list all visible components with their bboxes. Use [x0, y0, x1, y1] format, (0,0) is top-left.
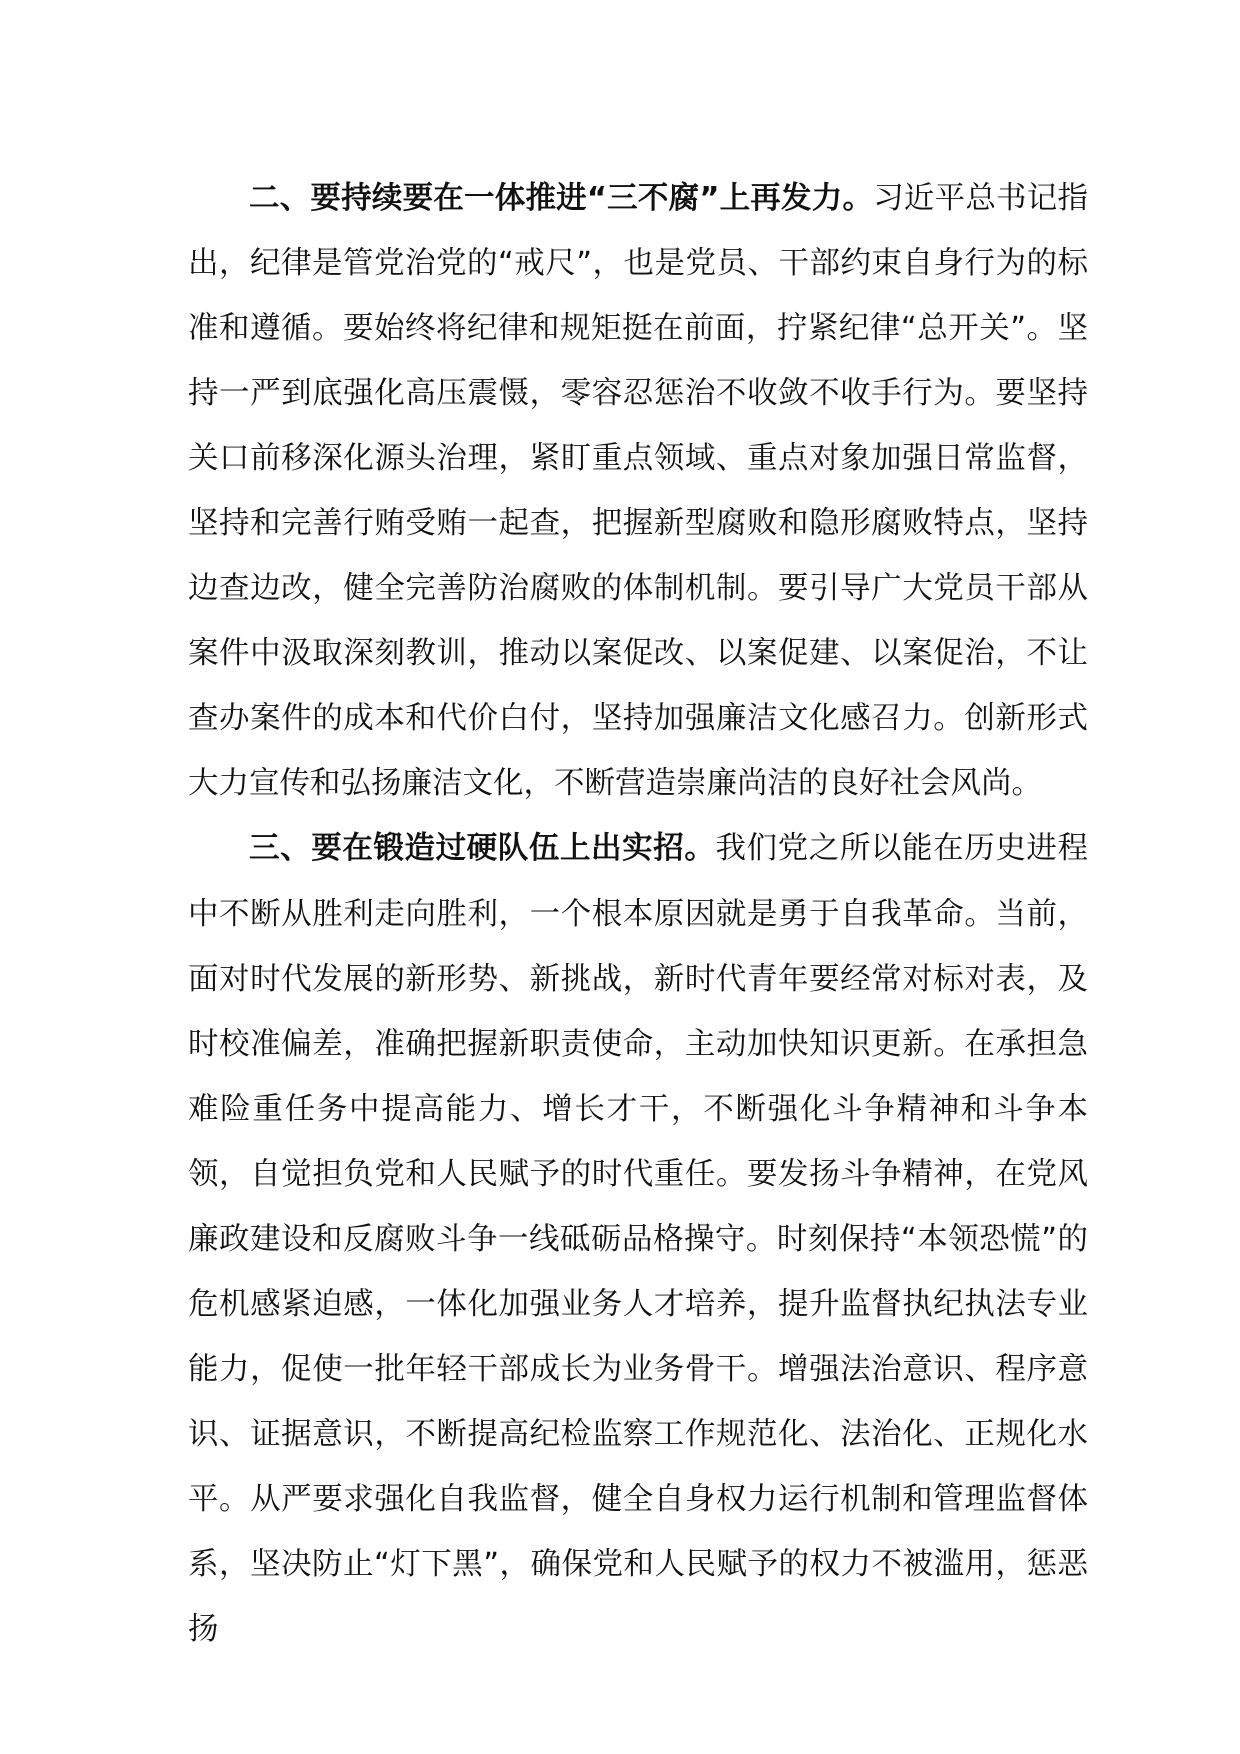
paragraph-3-body: 我们党之所以能在历史进程中不断从胜利走向胜利，一个根本原因就是勇于自我革命。当前，面对时代发展的新形势、新挑战，新时代青年要经常对标对表，及时校准偏差，准确把握新职责使命，主动加快知识更新。在承担急难险重任务中提高能力、增长才干，不断强化斗争精神和斗争本领，自觉担负党和人民赋予的时代重任。要发扬斗争精神，在党风廉政建设和反腐败斗争一线砥砺品格操守。时刻保持“本领恐慌”的危机感紧迫感，一体化加强业务人才培养，提升监督执纪执法专业能力，促使一批年轻干部成长为业务骨干。增强法治意识、程序意识、证据意识，不断提高纪检监察工作规范化、法治化、正规化水平。从严要求强化自我监督，健全自身权力运行机制和管理监督体系，坚决防止“灯下黑”，确保党和人民赋予的权力不被滥用，惩恶扬	[188, 831, 1089, 1648]
paragraph-2-body: 习近平总书记指出，纪律是管党治党的“戒尺”，也是党员、干部约束自身行为的标准和遵循。要始终将纪律和规矩挺在前面，拧紧纪律“总开关”。坚持一严到底强化高压震慑，零容忍惩治不收敛不收手行为。要坚持关口前移深化源头治理，紧盯重点领域、重点对象加强日常监督，坚持和完善行贿受贿一起查，把握新型腐败和隐形腐败特点，坚持边查边改，健全完善防治腐败的体制机制。要引导广大党员干部从案件中汲取深刻教训，推动以案促改、以案促建、以案促治，不让查办案件的成本和代价白付，坚持加强廉洁文化感召力。创新形式大力宣传和弘扬廉洁文化，不断营造崇廉尚洁的良好社会风尚。	[188, 181, 1088, 802]
paragraph-2-heading: 二、要持续要在一体推进“三不腐”上再发力。	[249, 181, 874, 216]
paragraph-3	[188, 816, 1088, 1662]
paragraph-2	[188, 166, 1088, 816]
paragraph-3-heading: 三、要在锻造过硬队伍上出实招。	[249, 831, 716, 867]
document-body	[188, 166, 1088, 1662]
